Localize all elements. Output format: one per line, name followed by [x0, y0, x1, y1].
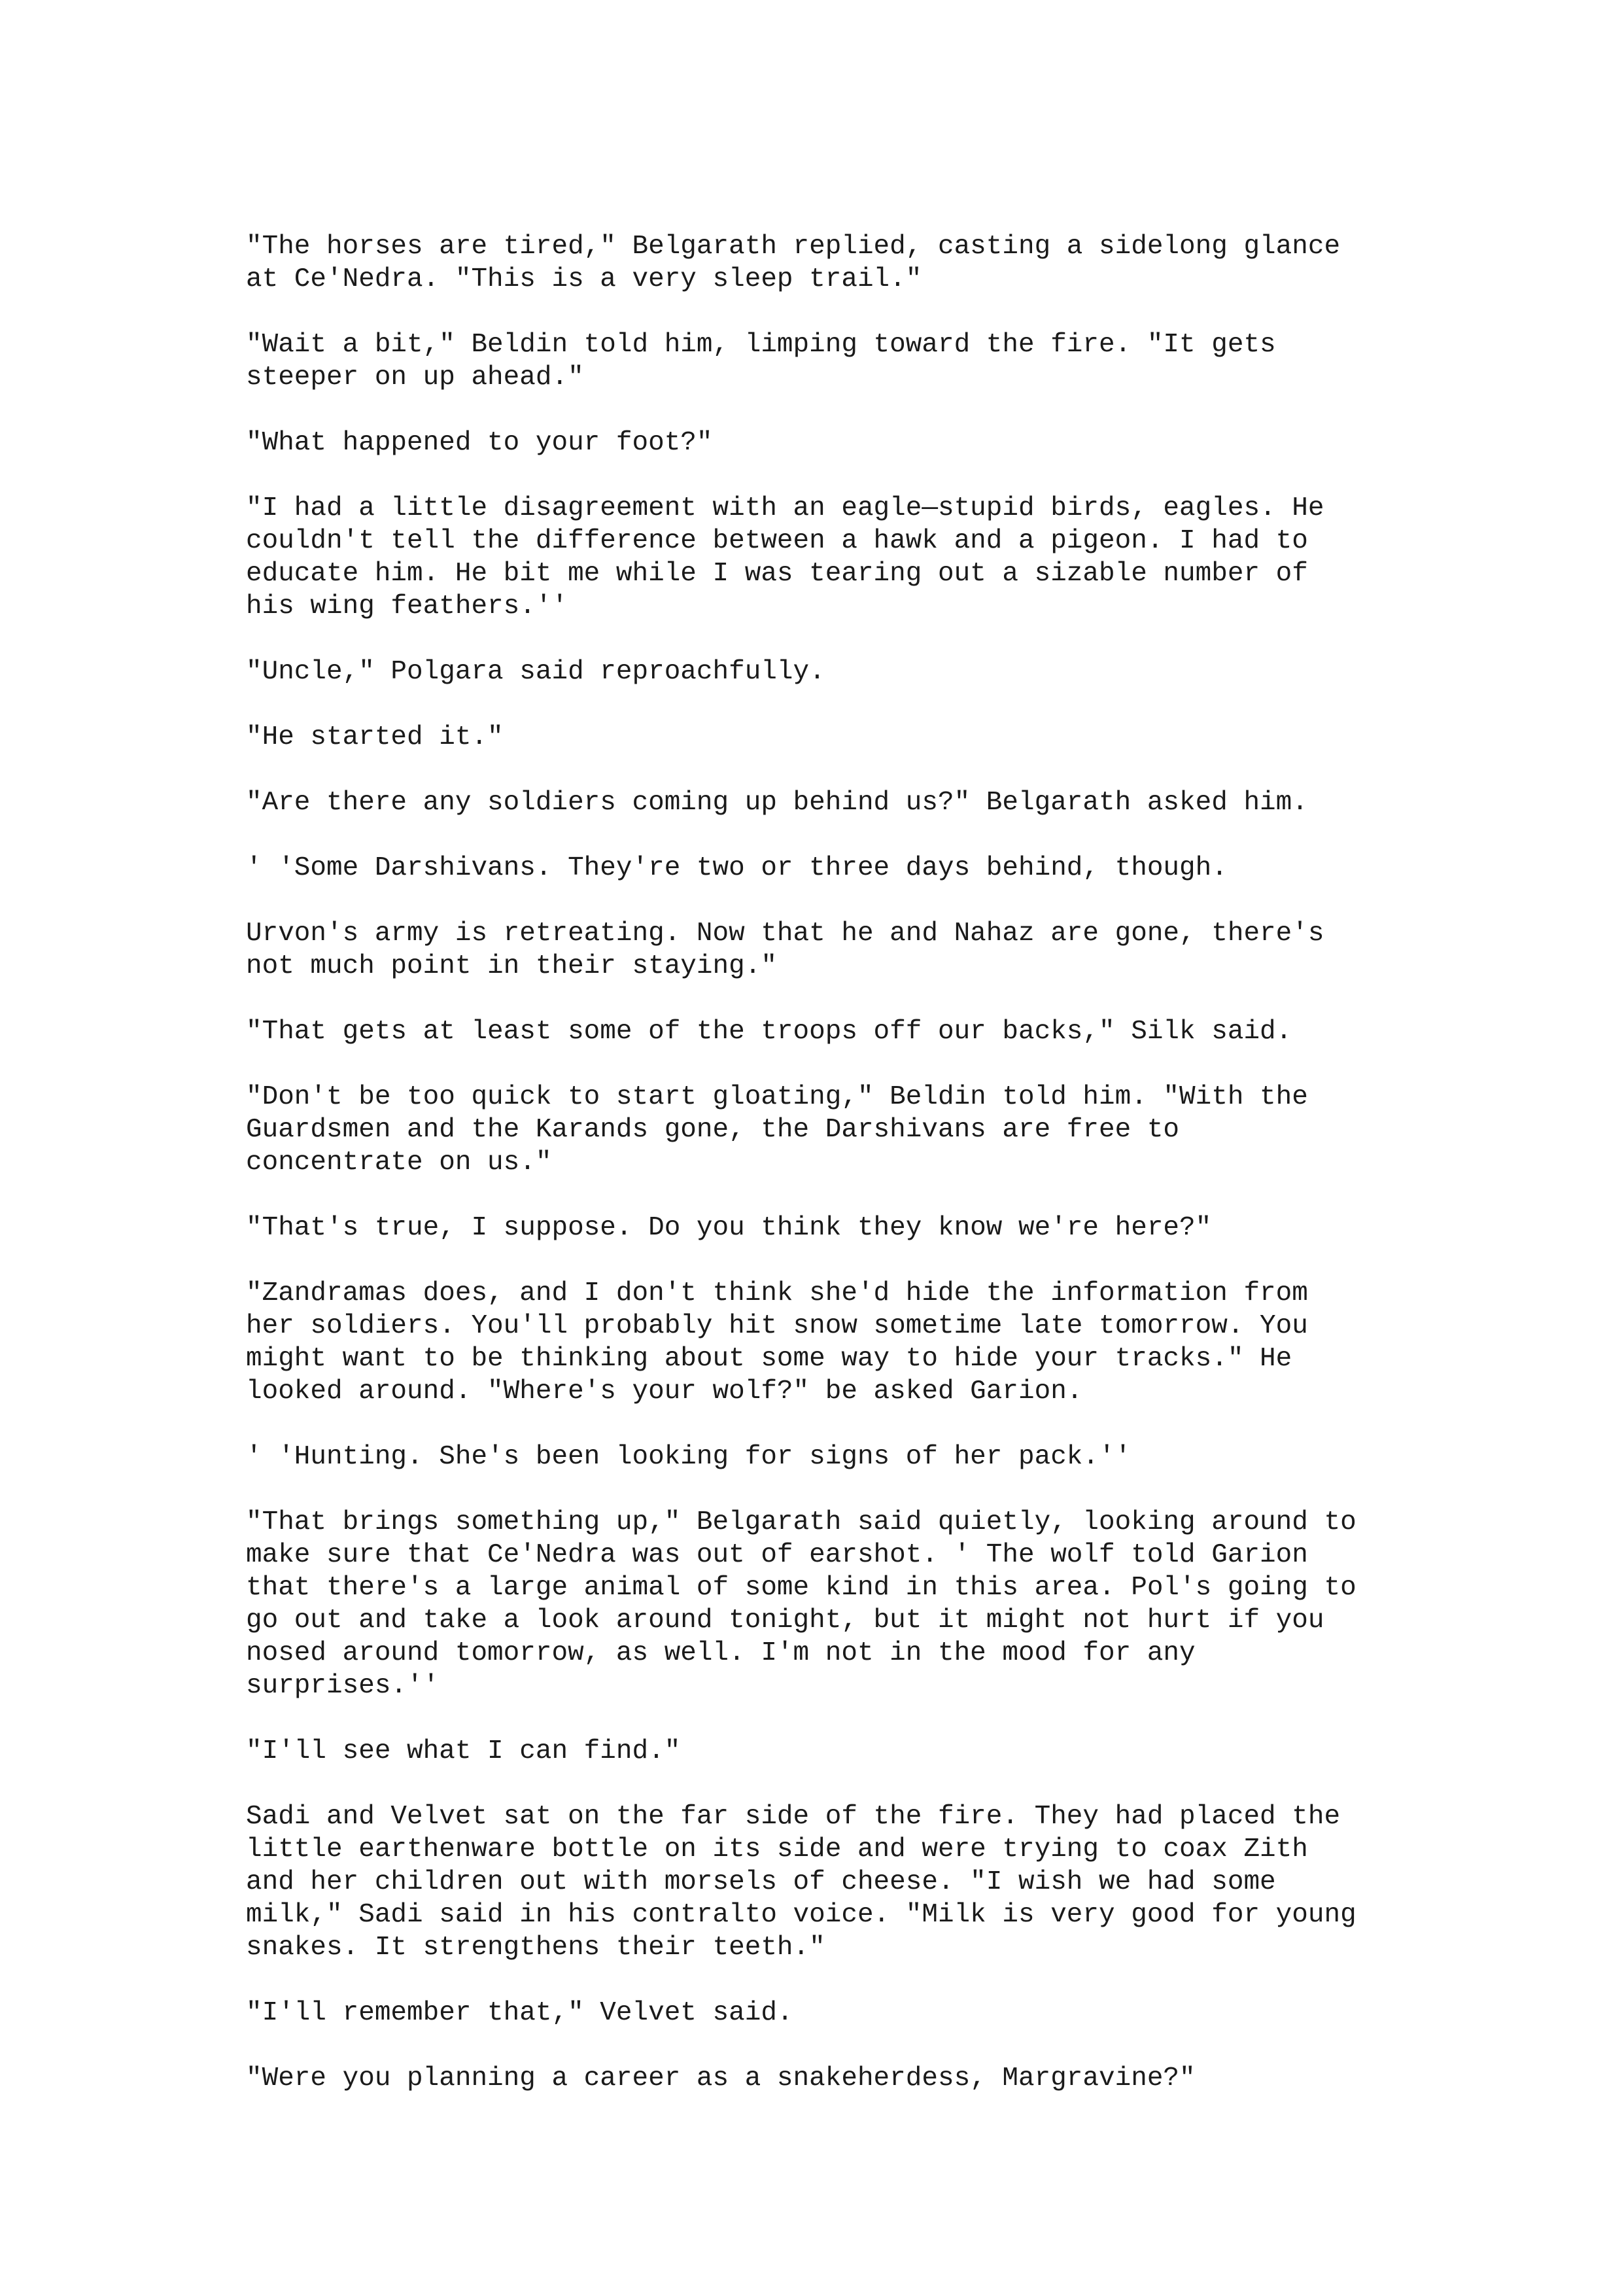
paragraph-3: "What happened to your foot?" [246, 428, 713, 458]
paragraph-12: "That's true, I suppose. Do you think they know we're here?" [246, 1213, 1212, 1243]
paragraph-16: "I'll see what I can find." [246, 1736, 681, 1766]
paragraph-2: "Wait a bit," Beldin told him, limping toward the fire. "It gets steeper on up ahead." [246, 330, 1276, 393]
paragraph-9: Urvon's army is retreating. Now that he and Nahaz are gone, there's not much point in their staying." [246, 919, 1324, 981]
paragraph-18: "I'll remember that," Velvet said. [246, 1998, 793, 2028]
paragraph-19: "Were you planning a career as a snakeherdess, Margravine?" [246, 2063, 1196, 2094]
paragraph-17: Sadi and Velvet sat on the far side of the fire. They had placed the little earthenware bottle on its side and were trying to coax Zith and her children out with morsels of cheese. "I wish we had some milk," Sadi said in his contralto voice. "Milk is very good for young snakes. It strengthens their teeth." [246, 1802, 1356, 1963]
page-text [246, 230, 1423, 2128]
paragraph-5: "Uncle," Polgara said reproachfully. [246, 657, 825, 687]
paragraph-7: "Are there any soldiers coming up behind us?" Belgarath asked him. [246, 788, 1308, 818]
paragraph-6: "He started it." [246, 722, 504, 752]
paragraph-13: "Zandramas does, and I don't think she'd hide the information from her soldiers. You'll probably hit snow sometime late tomorrow. You might want to be thinking about some way to hide your tracks." He looked around. "Where's your wolf?" be asked Garion. [246, 1278, 1308, 1407]
paragraph-8: ' 'Some Darshivans. They're two or three days behind, though. [246, 853, 1228, 883]
paragraph-15: "That brings something up," Belgarath said quietly, looking around to make sure that Ce'Nedra was out of earshot. ' The wolf told Garion that there's a large animal of some kind in this area. Pol's going to go out and take a look around tonight, but it might not hurt if you nosed around tomorrow, as well. I'm not in the mood for any surprises.'' [246, 1507, 1356, 1701]
paragraph-14: ' 'Hunting. She's been looking for signs of her pack.'' [246, 1442, 1132, 1472]
paragraph-10: "That gets at least some of the troops off our backs," Silk said. [246, 1017, 1292, 1047]
paragraph-11: "Don't be too quick to start gloating," Beldin told him. "With the Guardsmen and the Karands gone, the Darshivans are free to concentrate on us." [246, 1082, 1308, 1178]
paragraph-1: "The horses are tired," Belgarath replied, casting a sidelong glance at Ce'Nedra. "This is a very sleep trail." [246, 232, 1341, 294]
paragraph-4: "I had a little disagreement with an eagle—stupid birds, eagles. He couldn't tell the difference between a hawk and a pigeon. I had to educate him. He bit me while I was tearing out a sizable number of his wing feathers.'' [246, 493, 1324, 622]
